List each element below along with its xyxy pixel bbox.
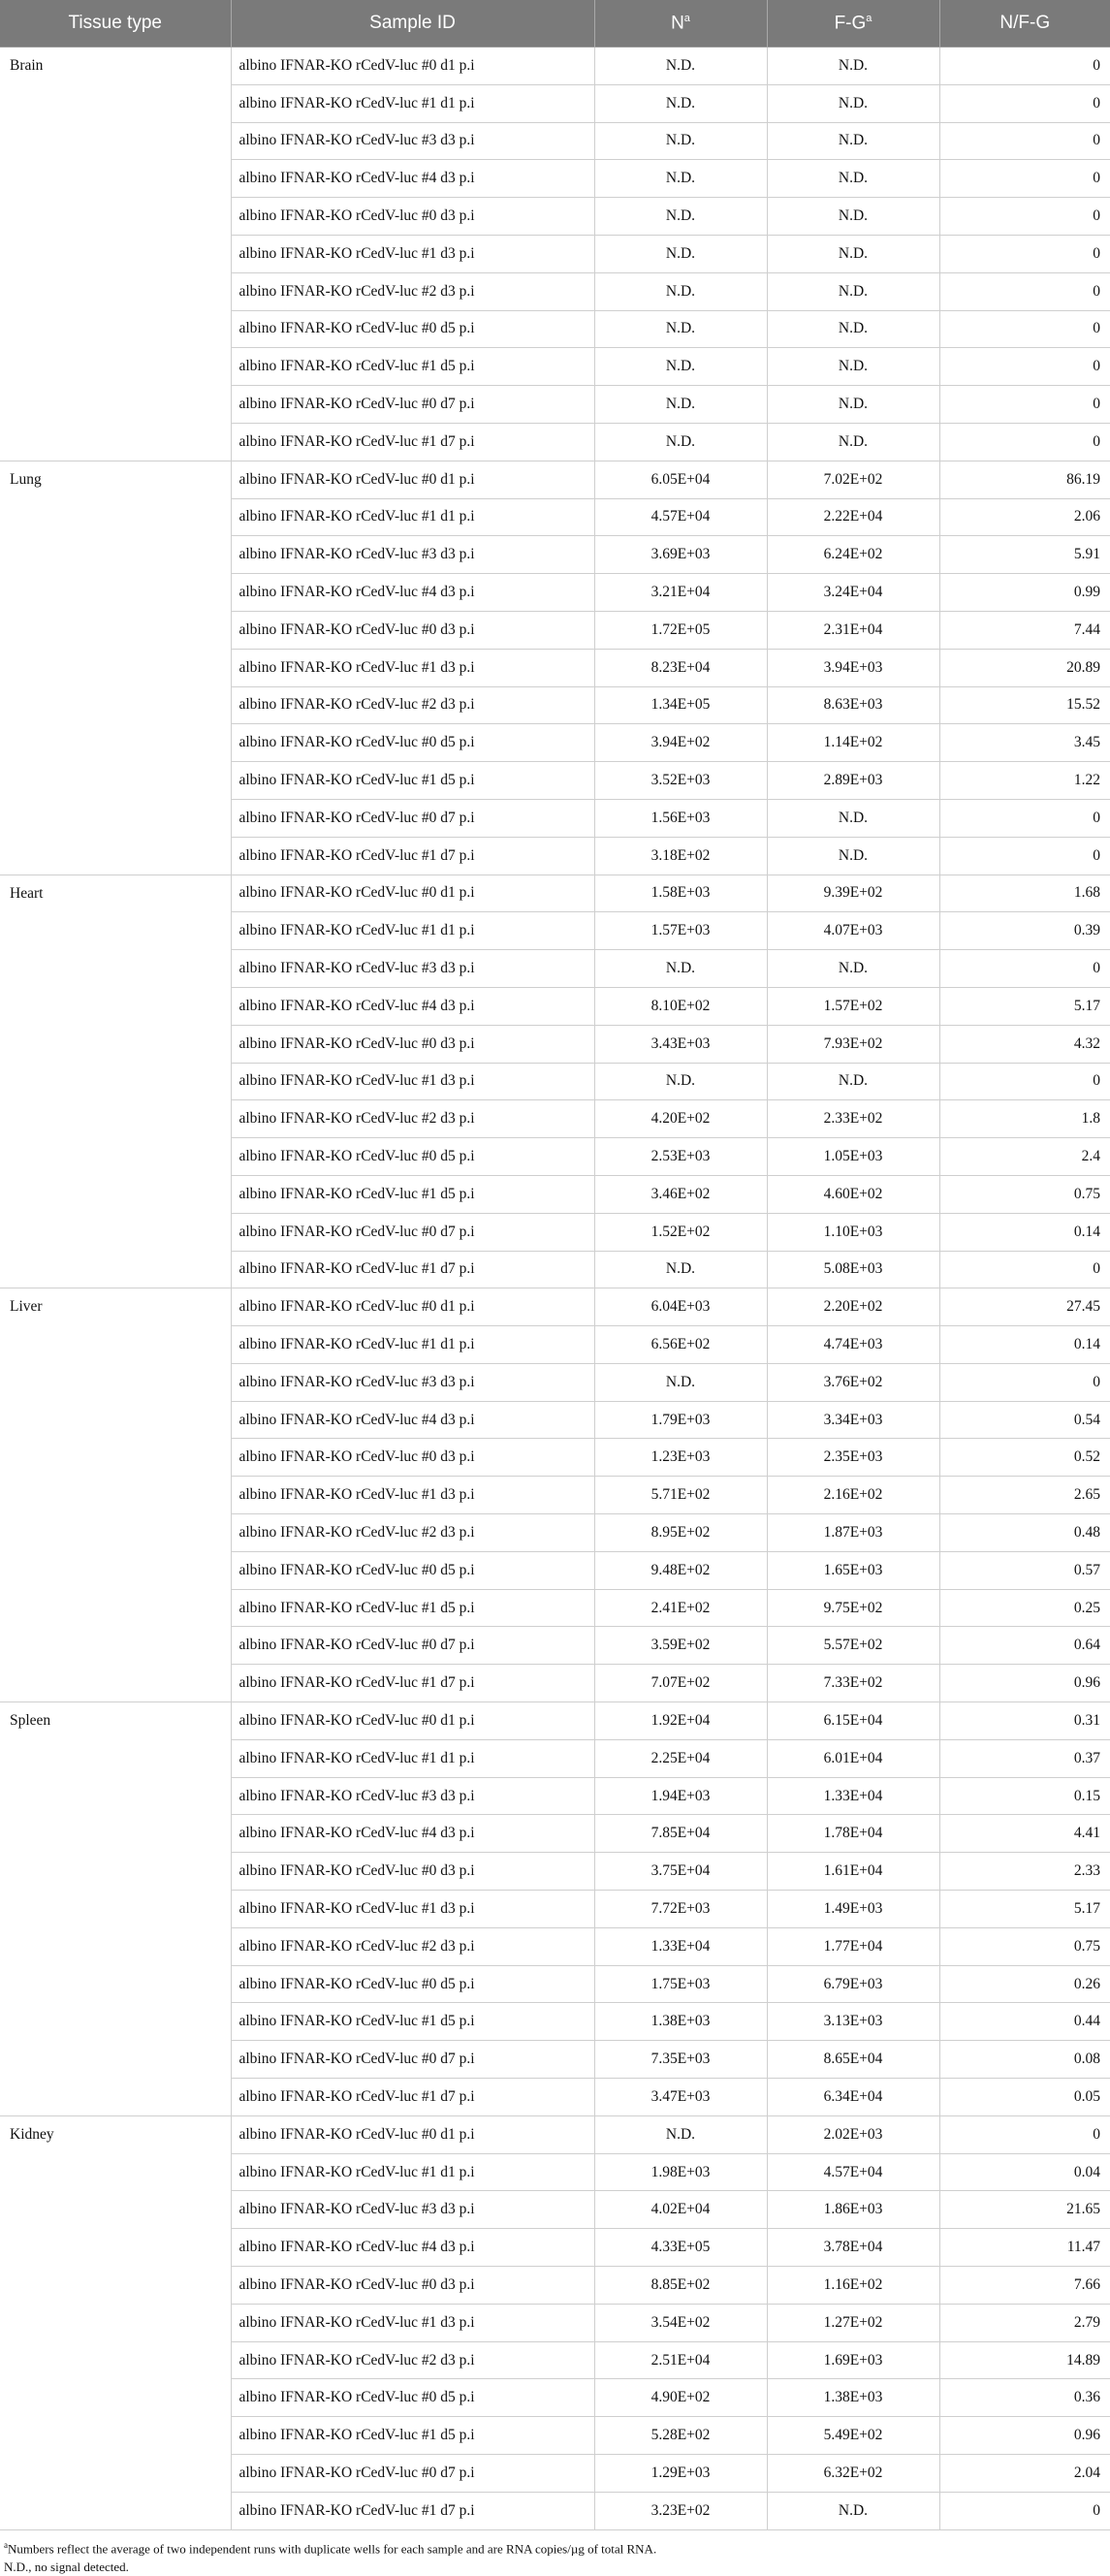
- n-value-cell: 2.25E+04: [594, 1739, 767, 1777]
- fg-value-cell: N.D.: [767, 1063, 939, 1100]
- footnote-a-text: Numbers reflect the average of two independent runs with duplicate wells for each sample and are RNA copies/µg of total RNA.: [8, 2540, 657, 2556]
- table-body: [0, 48, 1110, 2530]
- sample-id-cell: albino IFNAR-KO rCedV-luc #1 d5 p.i: [231, 762, 594, 800]
- sample-id-cell: albino IFNAR-KO rCedV-luc #1 d1 p.i: [231, 84, 594, 122]
- ratio-cell: 0: [939, 84, 1110, 122]
- fg-value-cell: 2.02E+03: [767, 2115, 939, 2153]
- sample-id-cell: albino IFNAR-KO rCedV-luc #0 d3 p.i: [231, 611, 594, 649]
- fg-value-cell: 8.65E+04: [767, 2041, 939, 2079]
- sample-id-cell: albino IFNAR-KO rCedV-luc #2 d3 p.i: [231, 272, 594, 310]
- fg-value-cell: 2.89E+03: [767, 762, 939, 800]
- n-value-cell: 1.29E+03: [594, 2455, 767, 2493]
- fg-value-cell: N.D.: [767, 423, 939, 461]
- ratio-cell: 2.04: [939, 2455, 1110, 2493]
- sample-id-cell: albino IFNAR-KO rCedV-luc #0 d5 p.i: [231, 2379, 594, 2417]
- n-value-cell: 1.94E+03: [594, 1777, 767, 1815]
- table-row: [0, 461, 1110, 498]
- ratio-cell: 0.44: [939, 2003, 1110, 2041]
- n-value-cell: N.D.: [594, 272, 767, 310]
- fg-value-cell: 6.34E+04: [767, 2079, 939, 2116]
- fg-value-cell: 6.32E+02: [767, 2455, 939, 2493]
- ratio-cell: 2.65: [939, 1477, 1110, 1514]
- header-ratio-label: N/F-G: [999, 13, 1051, 33]
- n-value-cell: 7.07E+02: [594, 1665, 767, 1702]
- header-tissue-type: [0, 0, 231, 48]
- footnote-nd-text: N.D., no signal detected.: [4, 2559, 129, 2574]
- n-value-cell: 3.47E+03: [594, 2079, 767, 2116]
- sample-id-cell: albino IFNAR-KO rCedV-luc #4 d3 p.i: [231, 160, 594, 198]
- n-value-cell: 1.58E+03: [594, 875, 767, 912]
- n-value-cell: 3.21E+04: [594, 574, 767, 612]
- ratio-cell: 0.15: [939, 1777, 1110, 1815]
- ratio-cell: 0: [939, 198, 1110, 236]
- n-value-cell: N.D.: [594, 84, 767, 122]
- n-value-cell: 4.20E+02: [594, 1100, 767, 1138]
- fg-value-cell: N.D.: [767, 2492, 939, 2529]
- n-value-cell: N.D.: [594, 48, 767, 85]
- ratio-cell: 0: [939, 950, 1110, 988]
- n-value-cell: 3.94E+02: [594, 724, 767, 762]
- sample-id-cell: albino IFNAR-KO rCedV-luc #1 d5 p.i: [231, 1589, 594, 1627]
- sample-id-cell: albino IFNAR-KO rCedV-luc #1 d7 p.i: [231, 2492, 594, 2529]
- ratio-cell: 0: [939, 2492, 1110, 2529]
- ratio-cell: 0: [939, 48, 1110, 85]
- sample-id-cell: albino IFNAR-KO rCedV-luc #3 d3 p.i: [231, 122, 594, 160]
- n-value-cell: 1.23E+03: [594, 1439, 767, 1477]
- n-value-cell: 1.52E+02: [594, 1213, 767, 1251]
- sample-id-cell: albino IFNAR-KO rCedV-luc #1 d7 p.i: [231, 423, 594, 461]
- fg-value-cell: 9.39E+02: [767, 875, 939, 912]
- ratio-cell: 0: [939, 272, 1110, 310]
- fg-value-cell: 1.14E+02: [767, 724, 939, 762]
- ratio-cell: 0: [939, 348, 1110, 386]
- fg-value-cell: 1.77E+04: [767, 1927, 939, 1965]
- ratio-cell: 0.75: [939, 1175, 1110, 1213]
- sample-id-cell: albino IFNAR-KO rCedV-luc #0 d7 p.i: [231, 386, 594, 424]
- ratio-cell: 0.96: [939, 2417, 1110, 2455]
- sample-id-cell: albino IFNAR-KO rCedV-luc #4 d3 p.i: [231, 987, 594, 1025]
- n-value-cell: N.D.: [594, 122, 767, 160]
- ratio-cell: 0.14: [939, 1326, 1110, 1364]
- ratio-cell: 27.45: [939, 1288, 1110, 1326]
- ratio-cell: 0.54: [939, 1401, 1110, 1439]
- n-value-cell: 4.57E+04: [594, 498, 767, 536]
- fg-value-cell: N.D.: [767, 84, 939, 122]
- sample-id-cell: albino IFNAR-KO rCedV-luc #0 d5 p.i: [231, 1551, 594, 1589]
- header-n-label: N: [671, 13, 684, 34]
- fg-value-cell: N.D.: [767, 160, 939, 198]
- ratio-cell: 21.65: [939, 2191, 1110, 2229]
- n-value-cell: 1.75E+03: [594, 1965, 767, 2003]
- sample-id-cell: albino IFNAR-KO rCedV-luc #0 d5 p.i: [231, 1138, 594, 1176]
- fg-value-cell: 2.16E+02: [767, 1477, 939, 1514]
- sample-id-cell: albino IFNAR-KO rCedV-luc #0 d7 p.i: [231, 1213, 594, 1251]
- n-value-cell: 1.34E+05: [594, 686, 767, 724]
- sample-id-cell: albino IFNAR-KO rCedV-luc #3 d3 p.i: [231, 950, 594, 988]
- fg-value-cell: 4.74E+03: [767, 1326, 939, 1364]
- fg-value-cell: 6.15E+04: [767, 1702, 939, 1740]
- n-value-cell: 2.41E+02: [594, 1589, 767, 1627]
- fg-value-cell: 4.57E+04: [767, 2153, 939, 2191]
- fg-value-cell: 3.34E+03: [767, 1401, 939, 1439]
- ratio-cell: 0.64: [939, 1627, 1110, 1665]
- fg-value-cell: 1.49E+03: [767, 1891, 939, 1928]
- fg-value-cell: 8.63E+03: [767, 686, 939, 724]
- ratio-cell: 0: [939, 423, 1110, 461]
- n-value-cell: 7.72E+03: [594, 1891, 767, 1928]
- n-value-cell: 2.51E+04: [594, 2341, 767, 2379]
- n-value-cell: 3.69E+03: [594, 536, 767, 574]
- sample-id-cell: albino IFNAR-KO rCedV-luc #4 d3 p.i: [231, 2229, 594, 2267]
- sample-id-cell: albino IFNAR-KO rCedV-luc #0 d3 p.i: [231, 2267, 594, 2305]
- n-value-cell: 4.90E+02: [594, 2379, 767, 2417]
- sample-id-cell: albino IFNAR-KO rCedV-luc #0 d3 p.i: [231, 1853, 594, 1891]
- sample-id-cell: albino IFNAR-KO rCedV-luc #1 d7 p.i: [231, 1665, 594, 1702]
- ratio-cell: 0.52: [939, 1439, 1110, 1477]
- ratio-cell: 4.41: [939, 1815, 1110, 1853]
- sample-id-cell: albino IFNAR-KO rCedV-luc #0 d7 p.i: [231, 799, 594, 837]
- header-tissue-label: Tissue type: [68, 13, 162, 33]
- fg-value-cell: N.D.: [767, 48, 939, 85]
- tissue-type-cell: Brain: [0, 48, 231, 461]
- sample-id-cell: albino IFNAR-KO rCedV-luc #1 d7 p.i: [231, 1251, 594, 1288]
- fg-value-cell: 9.75E+02: [767, 1589, 939, 1627]
- n-value-cell: 3.23E+02: [594, 2492, 767, 2529]
- ratio-cell: 0.96: [939, 1665, 1110, 1702]
- ratio-cell: 0: [939, 235, 1110, 272]
- n-value-cell: 5.28E+02: [594, 2417, 767, 2455]
- fg-value-cell: 1.78E+04: [767, 1815, 939, 1853]
- sample-id-cell: albino IFNAR-KO rCedV-luc #0 d3 p.i: [231, 1439, 594, 1477]
- n-value-cell: 7.85E+04: [594, 1815, 767, 1853]
- sample-id-cell: albino IFNAR-KO rCedV-luc #1 d5 p.i: [231, 2417, 594, 2455]
- ratio-cell: 0.36: [939, 2379, 1110, 2417]
- fg-value-cell: 1.16E+02: [767, 2267, 939, 2305]
- sample-id-cell: albino IFNAR-KO rCedV-luc #1 d1 p.i: [231, 912, 594, 950]
- sample-id-cell: albino IFNAR-KO rCedV-luc #0 d7 p.i: [231, 2455, 594, 2493]
- sample-id-cell: albino IFNAR-KO rCedV-luc #3 d3 p.i: [231, 536, 594, 574]
- fg-value-cell: 3.24E+04: [767, 574, 939, 612]
- table-row: [0, 875, 1110, 912]
- n-value-cell: 1.98E+03: [594, 2153, 767, 2191]
- fg-value-cell: 1.86E+03: [767, 2191, 939, 2229]
- sample-id-cell: albino IFNAR-KO rCedV-luc #0 d1 p.i: [231, 48, 594, 85]
- sample-id-cell: albino IFNAR-KO rCedV-luc #0 d1 p.i: [231, 1702, 594, 1740]
- sample-id-cell: albino IFNAR-KO rCedV-luc #0 d1 p.i: [231, 1288, 594, 1326]
- n-value-cell: 6.56E+02: [594, 1326, 767, 1364]
- ratio-cell: 15.52: [939, 686, 1110, 724]
- ratio-cell: 0.26: [939, 1965, 1110, 2003]
- table-row: [0, 1288, 1110, 1326]
- n-value-cell: 1.72E+05: [594, 611, 767, 649]
- sample-id-cell: albino IFNAR-KO rCedV-luc #3 d3 p.i: [231, 1777, 594, 1815]
- ratio-cell: 0: [939, 2115, 1110, 2153]
- sample-id-cell: albino IFNAR-KO rCedV-luc #2 d3 p.i: [231, 1100, 594, 1138]
- ratio-cell: 0: [939, 1063, 1110, 1100]
- n-value-cell: 6.04E+03: [594, 1288, 767, 1326]
- sample-id-cell: albino IFNAR-KO rCedV-luc #4 d3 p.i: [231, 574, 594, 612]
- ratio-cell: 0.75: [939, 1927, 1110, 1965]
- sample-id-cell: albino IFNAR-KO rCedV-luc #0 d3 p.i: [231, 198, 594, 236]
- ratio-cell: 2.4: [939, 1138, 1110, 1176]
- fg-value-cell: 3.94E+03: [767, 649, 939, 686]
- ratio-cell: 0.25: [939, 1589, 1110, 1627]
- ratio-cell: 3.45: [939, 724, 1110, 762]
- ratio-cell: 7.66: [939, 2267, 1110, 2305]
- sample-id-cell: albino IFNAR-KO rCedV-luc #1 d1 p.i: [231, 2153, 594, 2191]
- fg-value-cell: 3.13E+03: [767, 2003, 939, 2041]
- fg-value-cell: 5.57E+02: [767, 1627, 939, 1665]
- fg-value-cell: N.D.: [767, 235, 939, 272]
- sample-id-cell: albino IFNAR-KO rCedV-luc #0 d7 p.i: [231, 1627, 594, 1665]
- fg-value-cell: 5.49E+02: [767, 2417, 939, 2455]
- n-value-cell: 8.85E+02: [594, 2267, 767, 2305]
- sample-id-cell: albino IFNAR-KO rCedV-luc #2 d3 p.i: [231, 686, 594, 724]
- sample-id-cell: albino IFNAR-KO rCedV-luc #1 d1 p.i: [231, 1326, 594, 1364]
- n-value-cell: N.D.: [594, 2115, 767, 2153]
- header-n: [594, 0, 767, 48]
- ratio-cell: 0: [939, 837, 1110, 875]
- fg-value-cell: N.D.: [767, 198, 939, 236]
- n-value-cell: N.D.: [594, 160, 767, 198]
- sample-id-cell: albino IFNAR-KO rCedV-luc #0 d1 p.i: [231, 461, 594, 498]
- n-value-cell: 1.57E+03: [594, 912, 767, 950]
- fg-value-cell: N.D.: [767, 348, 939, 386]
- ratio-cell: 14.89: [939, 2341, 1110, 2379]
- ratio-cell: 1.8: [939, 1100, 1110, 1138]
- n-value-cell: N.D.: [594, 423, 767, 461]
- fg-value-cell: 6.24E+02: [767, 536, 939, 574]
- fg-value-cell: N.D.: [767, 272, 939, 310]
- footnote-a-mark: a: [4, 2539, 8, 2550]
- ratio-cell: 0: [939, 1363, 1110, 1401]
- ratio-cell: 5.17: [939, 1891, 1110, 1928]
- fg-value-cell: 2.31E+04: [767, 611, 939, 649]
- ratio-cell: 11.47: [939, 2229, 1110, 2267]
- n-value-cell: N.D.: [594, 235, 767, 272]
- fg-value-cell: 6.79E+03: [767, 1965, 939, 2003]
- ratio-cell: 4.32: [939, 1025, 1110, 1063]
- ratio-cell: 0: [939, 799, 1110, 837]
- ratio-cell: 1.22: [939, 762, 1110, 800]
- tissue-type-cell: Lung: [0, 461, 231, 875]
- n-value-cell: 4.02E+04: [594, 2191, 767, 2229]
- ratio-cell: 0.05: [939, 2079, 1110, 2116]
- n-value-cell: 3.18E+02: [594, 837, 767, 875]
- fg-value-cell: 6.01E+04: [767, 1739, 939, 1777]
- fg-value-cell: 2.35E+03: [767, 1439, 939, 1477]
- fg-value-cell: 4.60E+02: [767, 1175, 939, 1213]
- header-ratio: [939, 0, 1110, 48]
- n-value-cell: 1.38E+03: [594, 2003, 767, 2041]
- n-value-cell: 1.92E+04: [594, 1702, 767, 1740]
- sample-id-cell: albino IFNAR-KO rCedV-luc #2 d3 p.i: [231, 1514, 594, 1552]
- ratio-cell: 0.37: [939, 1739, 1110, 1777]
- n-value-cell: 1.33E+04: [594, 1927, 767, 1965]
- ratio-cell: 0.08: [939, 2041, 1110, 2079]
- fg-value-cell: 1.33E+04: [767, 1777, 939, 1815]
- n-value-cell: 9.48E+02: [594, 1551, 767, 1589]
- fg-value-cell: 2.33E+02: [767, 1100, 939, 1138]
- ratio-cell: 1.68: [939, 875, 1110, 912]
- n-value-cell: 8.10E+02: [594, 987, 767, 1025]
- sample-id-cell: albino IFNAR-KO rCedV-luc #1 d1 p.i: [231, 498, 594, 536]
- n-value-cell: 3.43E+03: [594, 1025, 767, 1063]
- fg-value-cell: N.D.: [767, 799, 939, 837]
- ratio-cell: 2.79: [939, 2304, 1110, 2341]
- sample-id-cell: albino IFNAR-KO rCedV-luc #1 d3 p.i: [231, 235, 594, 272]
- n-value-cell: 1.79E+03: [594, 1401, 767, 1439]
- ratio-cell: 0: [939, 1251, 1110, 1288]
- header-fg: [767, 0, 939, 48]
- ratio-cell: 0: [939, 310, 1110, 348]
- ratio-cell: 2.06: [939, 498, 1110, 536]
- ratio-cell: 0.39: [939, 912, 1110, 950]
- fg-value-cell: 1.57E+02: [767, 987, 939, 1025]
- fg-value-cell: N.D.: [767, 386, 939, 424]
- sample-id-cell: albino IFNAR-KO rCedV-luc #1 d3 p.i: [231, 1891, 594, 1928]
- fg-value-cell: 3.78E+04: [767, 2229, 939, 2267]
- tissue-type-cell: Kidney: [0, 2115, 231, 2529]
- sample-id-cell: albino IFNAR-KO rCedV-luc #1 d3 p.i: [231, 1477, 594, 1514]
- fg-value-cell: N.D.: [767, 950, 939, 988]
- ratio-cell: 0.99: [939, 574, 1110, 612]
- ratio-cell: 5.91: [939, 536, 1110, 574]
- table-footnotes: [0, 2530, 1110, 2576]
- header-fg-label: F-G: [834, 13, 867, 34]
- sample-id-cell: albino IFNAR-KO rCedV-luc #0 d1 p.i: [231, 2115, 594, 2153]
- sample-id-cell: albino IFNAR-KO rCedV-luc #3 d3 p.i: [231, 1363, 594, 1401]
- ratio-cell: 0.48: [939, 1514, 1110, 1552]
- sample-id-cell: albino IFNAR-KO rCedV-luc #2 d3 p.i: [231, 2341, 594, 2379]
- n-value-cell: 3.52E+03: [594, 762, 767, 800]
- table-row: [0, 48, 1110, 85]
- n-value-cell: 8.23E+04: [594, 649, 767, 686]
- n-value-cell: 1.56E+03: [594, 799, 767, 837]
- fg-value-cell: N.D.: [767, 310, 939, 348]
- sample-id-cell: albino IFNAR-KO rCedV-luc #0 d5 p.i: [231, 724, 594, 762]
- fg-value-cell: 5.08E+03: [767, 1251, 939, 1288]
- tissue-type-cell: Liver: [0, 1288, 231, 1702]
- tissue-type-cell: Heart: [0, 875, 231, 1288]
- header-sample-id: [231, 0, 594, 48]
- header-row: [0, 0, 1110, 48]
- fg-value-cell: 1.27E+02: [767, 2304, 939, 2341]
- ratio-cell: 0.04: [939, 2153, 1110, 2191]
- fg-value-cell: 7.33E+02: [767, 1665, 939, 1702]
- header-fg-footnote-mark: a: [866, 12, 872, 24]
- tissue-type-cell: Spleen: [0, 1702, 231, 2116]
- ratio-cell: 0: [939, 122, 1110, 160]
- n-value-cell: N.D.: [594, 348, 767, 386]
- ratio-cell: 0: [939, 160, 1110, 198]
- sample-id-cell: albino IFNAR-KO rCedV-luc #1 d5 p.i: [231, 348, 594, 386]
- table-row: [0, 1702, 1110, 1740]
- fg-value-cell: 2.20E+02: [767, 1288, 939, 1326]
- sample-id-cell: albino IFNAR-KO rCedV-luc #1 d3 p.i: [231, 2304, 594, 2341]
- fg-value-cell: 7.93E+02: [767, 1025, 939, 1063]
- fg-value-cell: 1.69E+03: [767, 2341, 939, 2379]
- ratio-cell: 20.89: [939, 649, 1110, 686]
- fg-value-cell: 2.22E+04: [767, 498, 939, 536]
- sample-id-cell: albino IFNAR-KO rCedV-luc #4 d3 p.i: [231, 1815, 594, 1853]
- sample-id-cell: albino IFNAR-KO rCedV-luc #1 d1 p.i: [231, 1739, 594, 1777]
- fg-value-cell: 1.10E+03: [767, 1213, 939, 1251]
- n-value-cell: 8.95E+02: [594, 1514, 767, 1552]
- fg-value-cell: 7.02E+02: [767, 461, 939, 498]
- n-value-cell: N.D.: [594, 310, 767, 348]
- n-value-cell: N.D.: [594, 1251, 767, 1288]
- footnote-nd: [4, 2558, 1106, 2576]
- sample-id-cell: albino IFNAR-KO rCedV-luc #1 d3 p.i: [231, 1063, 594, 1100]
- sample-id-cell: albino IFNAR-KO rCedV-luc #1 d5 p.i: [231, 1175, 594, 1213]
- sample-id-cell: albino IFNAR-KO rCedV-luc #0 d1 p.i: [231, 875, 594, 912]
- sample-id-cell: albino IFNAR-KO rCedV-luc #0 d7 p.i: [231, 2041, 594, 2079]
- n-value-cell: 5.71E+02: [594, 1477, 767, 1514]
- n-value-cell: N.D.: [594, 950, 767, 988]
- n-value-cell: 4.33E+05: [594, 2229, 767, 2267]
- sample-id-cell: albino IFNAR-KO rCedV-luc #0 d5 p.i: [231, 310, 594, 348]
- fg-value-cell: 3.76E+02: [767, 1363, 939, 1401]
- ratio-cell: 5.17: [939, 987, 1110, 1025]
- fg-value-cell: 1.61E+04: [767, 1853, 939, 1891]
- ratio-cell: 2.33: [939, 1853, 1110, 1891]
- fg-value-cell: N.D.: [767, 122, 939, 160]
- sample-id-cell: albino IFNAR-KO rCedV-luc #0 d3 p.i: [231, 1025, 594, 1063]
- n-value-cell: N.D.: [594, 198, 767, 236]
- header-sample-label: Sample ID: [369, 13, 456, 33]
- sample-id-cell: albino IFNAR-KO rCedV-luc #0 d5 p.i: [231, 1965, 594, 2003]
- fg-value-cell: 4.07E+03: [767, 912, 939, 950]
- sample-id-cell: albino IFNAR-KO rCedV-luc #1 d5 p.i: [231, 2003, 594, 2041]
- fg-value-cell: 1.87E+03: [767, 1514, 939, 1552]
- sample-id-cell: albino IFNAR-KO rCedV-luc #1 d3 p.i: [231, 649, 594, 686]
- n-value-cell: N.D.: [594, 1063, 767, 1100]
- n-value-cell: 7.35E+03: [594, 2041, 767, 2079]
- n-value-cell: N.D.: [594, 386, 767, 424]
- ratio-cell: 0: [939, 386, 1110, 424]
- ratio-cell: 0.14: [939, 1213, 1110, 1251]
- ratio-cell: 0.31: [939, 1702, 1110, 1740]
- fg-value-cell: 1.65E+03: [767, 1551, 939, 1589]
- ratio-cell: 0.57: [939, 1551, 1110, 1589]
- n-value-cell: 3.54E+02: [594, 2304, 767, 2341]
- sample-id-cell: albino IFNAR-KO rCedV-luc #3 d3 p.i: [231, 2191, 594, 2229]
- fg-value-cell: N.D.: [767, 837, 939, 875]
- n-value-cell: 6.05E+04: [594, 461, 767, 498]
- fg-value-cell: 1.38E+03: [767, 2379, 939, 2417]
- ratio-cell: 86.19: [939, 461, 1110, 498]
- n-value-cell: 3.46E+02: [594, 1175, 767, 1213]
- sample-id-cell: albino IFNAR-KO rCedV-luc #1 d7 p.i: [231, 2079, 594, 2116]
- table-row: [0, 2115, 1110, 2153]
- n-value-cell: 2.53E+03: [594, 1138, 767, 1176]
- n-value-cell: 3.75E+04: [594, 1853, 767, 1891]
- fg-value-cell: 1.05E+03: [767, 1138, 939, 1176]
- table-header: [0, 0, 1110, 48]
- sample-id-cell: albino IFNAR-KO rCedV-luc #2 d3 p.i: [231, 1927, 594, 1965]
- sample-id-cell: albino IFNAR-KO rCedV-luc #1 d7 p.i: [231, 837, 594, 875]
- n-value-cell: 3.59E+02: [594, 1627, 767, 1665]
- ratio-cell: 7.44: [939, 611, 1110, 649]
- n-value-cell: N.D.: [594, 1363, 767, 1401]
- header-n-footnote-mark: a: [683, 12, 690, 24]
- sample-id-cell: albino IFNAR-KO rCedV-luc #4 d3 p.i: [231, 1401, 594, 1439]
